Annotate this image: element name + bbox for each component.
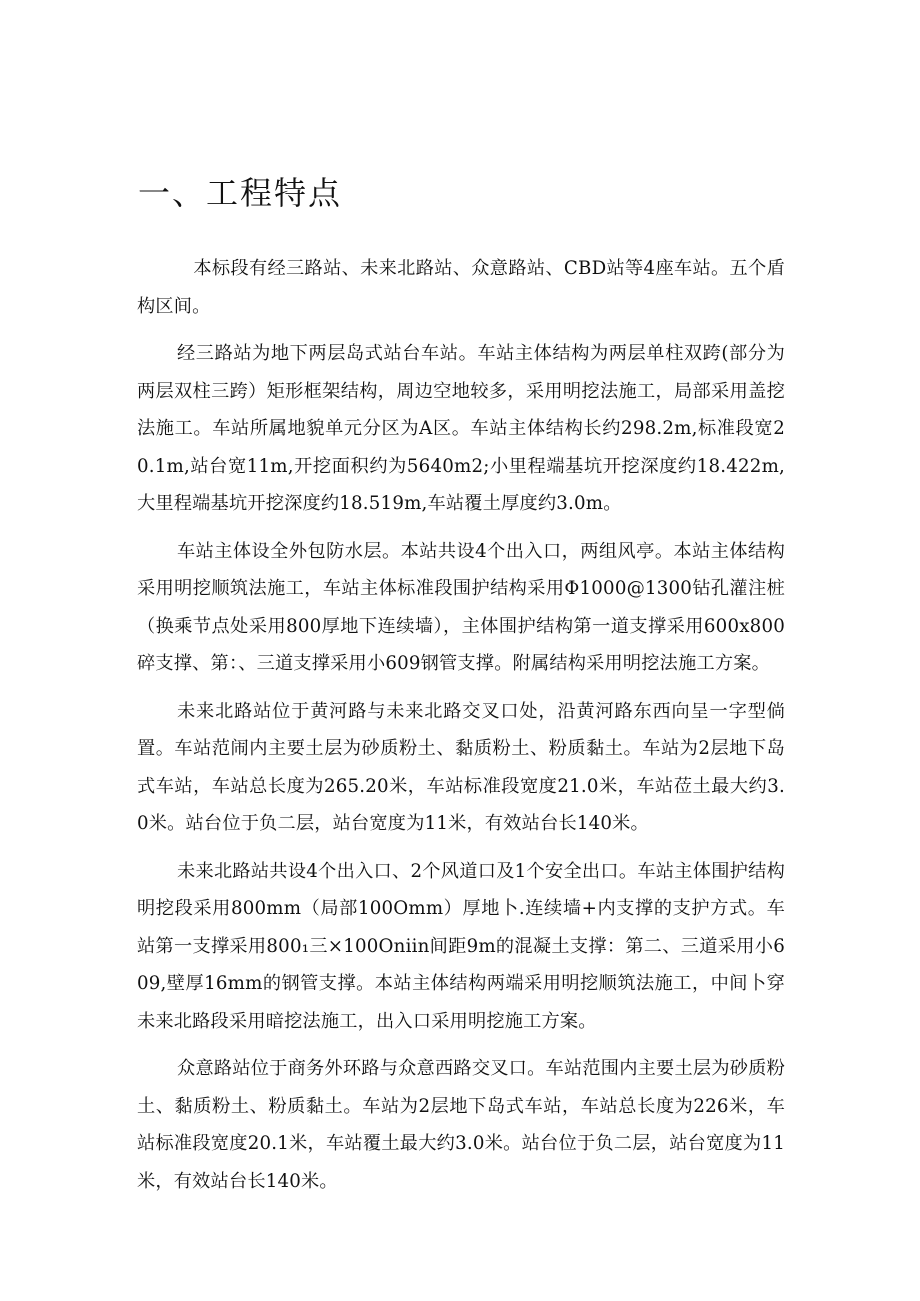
paragraph-jingsan-station: 经三路站为地下两层岛式站台车站。车站主体结构为两层单柱双跨(部分为两层双柱三跨）矩形框架结构，周边空地较多，采用明挖法施工，局部采用盖挖法施工。车站所属地貌单元分区为A区。车站主体结构长约298.2m,标准段宽20.1m,站台宽11m,开挖面积约为5640m2;小里程端基坑开挖深度约18.422m,大里程端基坑开挖深度约18.519m,车站覆土厚度约3.0m。 — [137, 343, 785, 514]
paragraph-zhongyi-station: 众意路站位于商务外环路与众意西路交叉口。车站范围内主要土层为砂质粉土、黏质粉土、粉质黏土。车站为2层地下岛式车站，车站总长度为226米，车站标准段宽度20.1米，车站覆土最大约3.0米。站台位于负二层，站台宽度为11米，有效站台长140米。 — [137, 1058, 785, 1192]
body-text — [137, 250, 785, 1210]
paragraph-jingsan-structure: 车站主体设全外包防水层。本站共设4个出入口，两组风亭。本站主体结构采用明挖顺筑法施工，车站主体标准段围护结构采用Φ1000@1300钻孔灌注桩（换乘节点处采用800厚地下连续墙），主体围护结构第一道支撑采用600x800碎支撑、第：、三道支撑采用小609钢管支撑。附属结构采用明挖法施工方案。 — [137, 540, 785, 674]
paragraph-weilai-structure: 未来北路站共设4个出入口、2个风道口及1个安全出口。车站主体围护结构明挖段采用800mm（局部100Omm）厚地卜.连续墙+内支撑的支护方式。车站第一支撑采用800₁三×100Oniin间距9m的混凝土支撑：第二、三道采用小609,壁厚16mm的钢管支撑。本站主体结构两端采用明挖顺筑法施工，中间卜穿未来北路段采用暗挖法施工，出入口采用明挖施工方案。 — [137, 860, 785, 1032]
paragraph-weilai-station: 未来北路站位于黄河路与未来北路交叉口处，沿黄河路东西向呈一字型倘置。车站范闹内主要土层为砂质粉土、黏质粉土、粉质黏土。车站为2层地下岛式车站，车站总长度为265.20米，车站标准段宽度21.0米，车站莅土最大约3.0米。站台位于负二层，站台宽度为11米，有效站台长140米。 — [137, 700, 785, 834]
paragraph-overview: 本标段有经三路站、未来北路站、众意路站、CBD站等4座车站。五个盾构区间。 — [137, 258, 785, 317]
section-heading: 一、工程特点 — [138, 174, 343, 212]
